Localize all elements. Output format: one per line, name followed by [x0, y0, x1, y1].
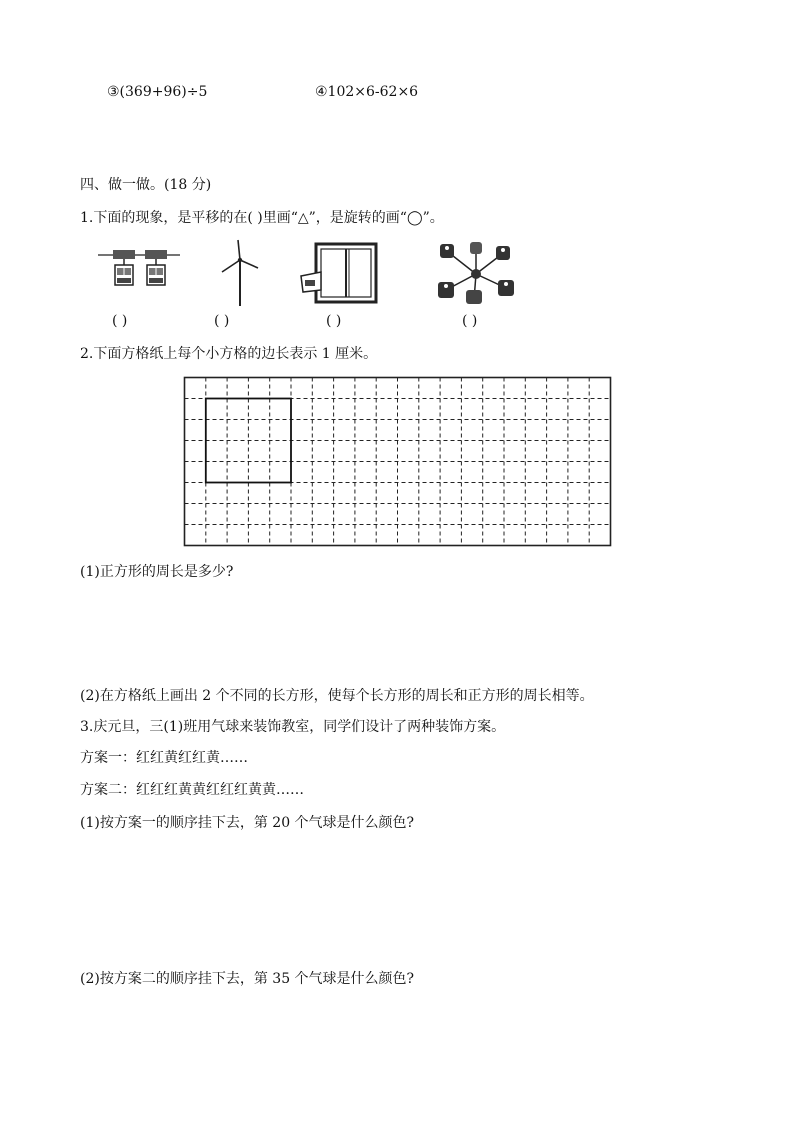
question-2-text: 2.下面方格纸上每个小方格的边长表示 1 厘米。 [80, 346, 378, 362]
question-2-sub-1: (1)正方形的周长是多少? [80, 564, 234, 580]
answer-blank-1[interactable]: ( ) [112, 313, 128, 329]
grid-svg [183, 376, 612, 547]
answer-blank-3[interactable]: ( ) [326, 313, 342, 329]
question-3-sub-1: (1)按方案一的顺序挂下去，第 20 个气球是什么颜色? [80, 815, 415, 831]
expression-4: ④102×6-62×6 [315, 84, 419, 100]
answer-blank-2[interactable]: ( ) [214, 313, 230, 329]
plan-2: 方案二：红红红黄黄红红红黄黄…… [80, 782, 304, 798]
expression-3: ③(369+96)÷5 [107, 84, 208, 100]
question-1-text: 1.下面的现象，是平移的在( )里画“△”，是旋转的画“◯”。 [80, 210, 444, 226]
cable-car-icon [98, 245, 180, 291]
grid-paper[interactable] [183, 376, 612, 547]
question-3-text: 3.庆元旦，三(1)班用气球来装饰教室，同学们设计了两种装饰方案。 [80, 719, 506, 735]
plan-1: 方案一：红红黄红红黄…… [80, 750, 248, 766]
windmill-picture [220, 238, 260, 308]
question-2-sub-2: (2)在方格纸上画出 2 个不同的长方形，使每个长方形的周长和正方形的周长相等。 [80, 688, 594, 704]
carousel-picture [436, 240, 516, 306]
windmill-icon [220, 238, 260, 308]
answer-blank-4[interactable]: ( ) [462, 313, 478, 329]
cable-car-picture [98, 245, 180, 291]
sliding-window-picture [299, 242, 379, 304]
sliding-window-icon [299, 242, 379, 304]
carousel-icon [436, 240, 516, 306]
section-title: 四、做一做。(18 分) [80, 177, 212, 193]
question-3-sub-2: (2)按方案二的顺序挂下去，第 35 个气球是什么颜色? [80, 971, 415, 987]
